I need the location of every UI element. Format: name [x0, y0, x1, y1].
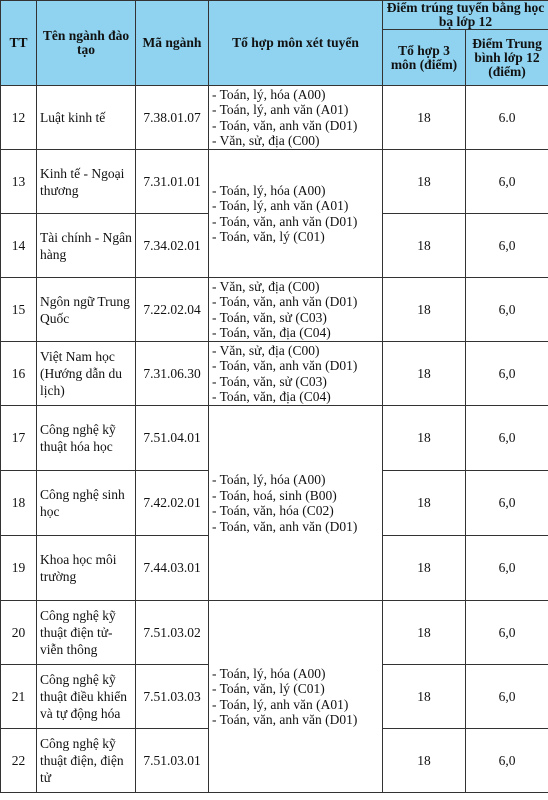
row-tt: 22	[1, 729, 37, 793]
subject-combinations	[209, 406, 383, 601]
score-average: 6,0	[466, 278, 548, 342]
subject-item: - Văn, sử, địa (C00)	[212, 342, 320, 358]
score-average: 6,0	[466, 471, 548, 536]
subject-item: - Toán, lý, hóa (A00)	[212, 182, 326, 198]
header-subjects: Tổ hợp môn xét tuyển	[209, 1, 383, 86]
major-name: Luật kinh tế	[37, 86, 136, 150]
major-code: 7.34.02.01	[136, 214, 209, 278]
score-average: 6,0	[466, 406, 548, 471]
major-code: 7.51.03.01	[136, 729, 209, 793]
table-row	[1, 601, 548, 665]
major-name: Khoa học môi trường	[37, 536, 136, 601]
row-tt: 18	[1, 471, 37, 536]
subject-item: - Văn, sử, địa (C00)	[212, 278, 320, 294]
major-code: 7.38.01.07	[136, 86, 209, 150]
major-code: 7.51.03.03	[136, 665, 209, 729]
major-name: Tài chính - Ngân hàng	[37, 214, 136, 278]
table-row	[1, 406, 548, 471]
score-3-subjects: 18	[383, 406, 466, 471]
subject-item: - Toán, văn, anh văn (D01)	[212, 117, 358, 133]
score-3-subjects: 18	[383, 86, 466, 150]
table-row	[1, 278, 548, 342]
subject-item: - Toán, văn, anh văn (D01)	[212, 213, 358, 229]
major-code: 7.44.03.01	[136, 536, 209, 601]
subject-item: - Toán, lý, anh văn (A01)	[212, 696, 349, 712]
major-code: 7.51.03.02	[136, 601, 209, 665]
header-admission-group: Điểm trúng tuyển bằng học bạ lớp 12	[383, 1, 548, 30]
subject-item: - Toán, văn, anh văn (D01)	[212, 294, 358, 309]
row-tt: 15	[1, 278, 37, 342]
subject-item: - Toán, văn, sử (C03)	[212, 309, 327, 325]
subject-combinations	[209, 86, 383, 150]
header-score3: Tổ hợp 3 môn (điểm)	[383, 30, 466, 86]
major-name: Công nghệ kỹ thuật điều khiển và tự động hóa	[37, 665, 136, 729]
score-average: 6,0	[466, 150, 548, 214]
score-average: 6,0	[466, 601, 548, 665]
score-3-subjects: 18	[383, 665, 466, 729]
major-code: 7.31.06.30	[136, 342, 209, 406]
major-code: 7.42.02.01	[136, 471, 209, 536]
header-avg: Điểm Trung bình lớp 12 (điểm)	[466, 30, 548, 86]
subject-item: - Toán, văn, lý (C01)	[212, 681, 325, 696]
subject-item: - Toán, lý, anh văn (A01)	[212, 102, 349, 117]
major-name: Công nghệ kỹ thuật điện tử-viễn thông	[37, 601, 136, 665]
subject-combinations	[209, 601, 383, 793]
major-name: Công nghệ kỹ thuật hóa học	[37, 406, 136, 471]
subject-combinations	[209, 278, 383, 342]
subject-item: - Toán, văn, anh văn (D01)	[212, 358, 358, 373]
subject-item: - Toán, văn, lý (C01)	[212, 229, 325, 244]
subject-item: - Toán, lý, hóa (A00)	[212, 665, 326, 681]
score-average: 6.0	[466, 86, 548, 150]
row-tt: 14	[1, 214, 37, 278]
score-3-subjects: 18	[383, 342, 466, 406]
score-3-subjects: 18	[383, 536, 466, 601]
major-code: 7.22.02.04	[136, 278, 209, 342]
subject-item: - Văn, sử, địa (C00)	[212, 133, 320, 148]
row-tt: 16	[1, 342, 37, 406]
subject-item: - Toán, lý, hóa (A00)	[212, 86, 326, 102]
major-code: 7.31.01.01	[136, 150, 209, 214]
score-average: 6,0	[466, 214, 548, 278]
score-3-subjects: 18	[383, 150, 466, 214]
row-tt: 12	[1, 86, 37, 150]
score-3-subjects: 18	[383, 471, 466, 536]
table-row	[1, 150, 548, 214]
subject-combinations	[209, 150, 383, 278]
major-name: Công nghệ sinh học	[37, 471, 136, 536]
row-tt: 21	[1, 665, 37, 729]
subject-item: - Toán, lý, hóa (A00)	[212, 472, 326, 487]
subject-item: - Toán, văn, hóa (C02)	[212, 503, 334, 518]
major-name: Ngôn ngữ Trung Quốc	[37, 278, 136, 342]
subject-item: - Toán, văn, địa (C04)	[212, 325, 331, 340]
subject-item: - Toán, văn, sử (C03)	[212, 373, 327, 389]
score-3-subjects: 18	[383, 729, 466, 793]
table-row	[1, 342, 548, 406]
score-3-subjects: 18	[383, 601, 466, 665]
row-tt: 20	[1, 601, 37, 665]
row-tt: 13	[1, 150, 37, 214]
subject-item: - Toán, hoá, sinh (B00)	[212, 487, 337, 503]
subject-item: - Toán, văn, anh văn (D01)	[212, 712, 358, 727]
score-average: 6,0	[466, 729, 548, 793]
score-3-subjects: 18	[383, 214, 466, 278]
score-average: 6,0	[466, 665, 548, 729]
major-name: Kinh tế - Ngoại thương	[37, 150, 136, 214]
subject-item: - Toán, văn, địa (C04)	[212, 389, 331, 404]
major-name: Công nghệ kỹ thuật điện, điện tử	[37, 729, 136, 793]
subject-item: - Toán, văn, anh văn (D01)	[212, 518, 358, 534]
major-code: 7.51.04.01	[136, 406, 209, 471]
score-3-subjects: 18	[383, 278, 466, 342]
header-name: Tên ngành đào tạo	[37, 1, 136, 86]
score-average: 6,0	[466, 342, 548, 406]
subject-combinations	[209, 342, 383, 406]
major-name: Việt Nam học (Hướng dẫn du lịch)	[37, 342, 136, 406]
header-code: Mã ngành	[136, 1, 209, 86]
table-row	[1, 86, 548, 150]
row-tt: 17	[1, 406, 37, 471]
score-average: 6,0	[466, 536, 548, 601]
subject-item: - Toán, lý, anh văn (A01)	[212, 198, 349, 213]
row-tt: 19	[1, 536, 37, 601]
header-tt: TT	[1, 1, 37, 86]
